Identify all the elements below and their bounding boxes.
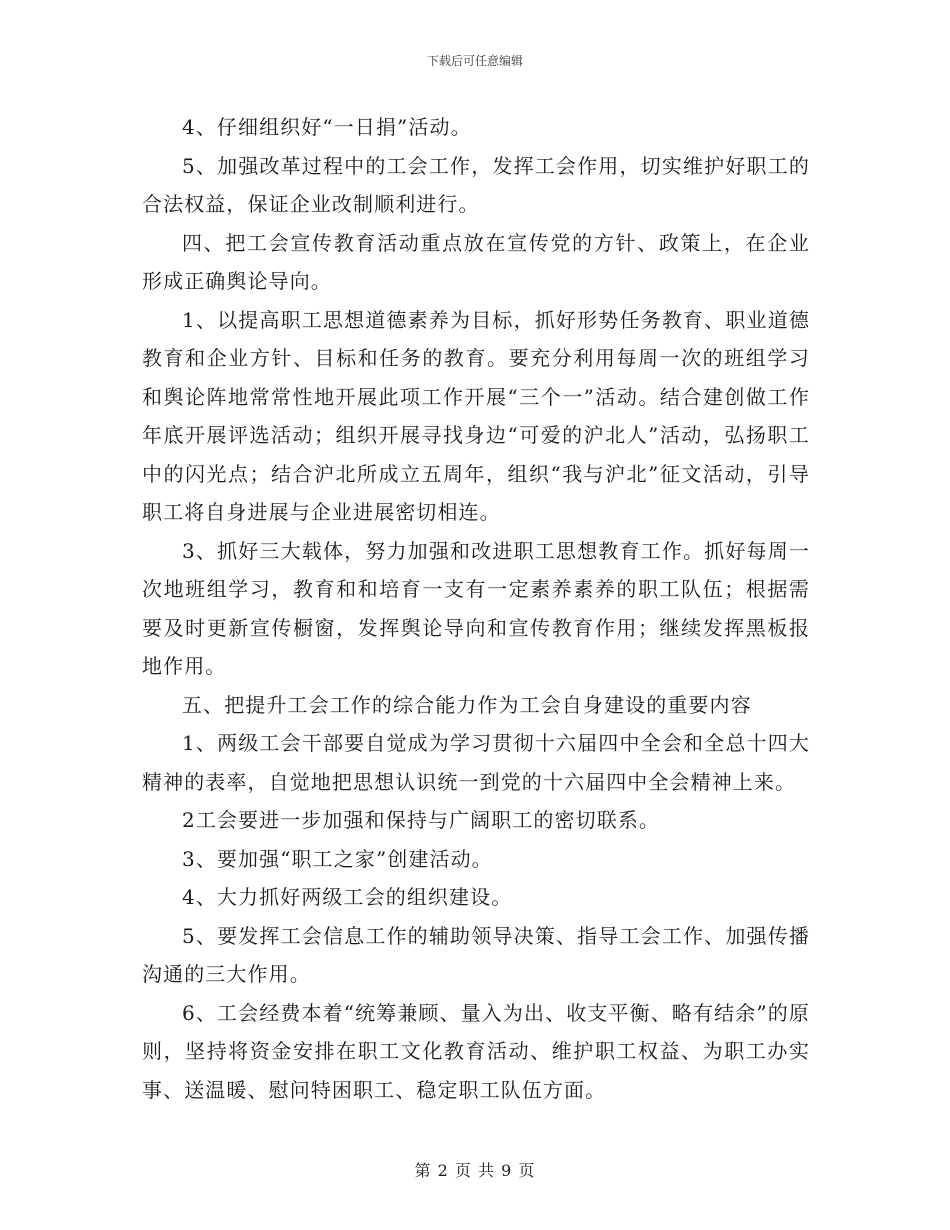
- page-header-note: 下载后可任意编辑: [426, 54, 523, 68]
- page-number-footer: 第 2 页 共 9 页: [414, 1161, 536, 1180]
- paragraph-item-6-funds: 6、工会经费本着“统筹兼顾、量入为出、收支平衡、略有结余”的原则，坚持将资金安排在职工文化教育活动、维护职工权益、为职工办实事、送温暖、慰问特困职工、稳定职工队伍方面。: [142, 1000, 810, 1102]
- paragraph-item-5-information: 5、要发挥工会信息工作的辅助领导决策、指导工会工作、加强传播沟通的三大作用。: [142, 923, 810, 986]
- paragraph-item-1-cadres: 1、两级工会干部要自觉成为学习贯彻十六届四中全会和全总十四大精神的表率，自觉地把思想认识统一到党的十六届四中全会精神上来。: [142, 731, 810, 794]
- section-heading-5: 五、把提升工会工作的综合能力作为工会自身建设的重要内容: [182, 692, 752, 717]
- paragraph-item-4-donation: 4、仔细组织好“一日捐”活动。: [182, 115, 472, 139]
- paragraph-item-2-contact: 2工会要进一步加强和保持与广阔职工的密切联系。: [182, 808, 661, 832]
- document-body: [142, 108, 810, 1109]
- paragraph-item-1-moral-education: 1、以提高职工思想道德素养为目标，抓好形势任务教育、职业道德教育和企业方针、目标和任务的教育。要充分利用每周一次的班组学习和舆论阵地常常性地开展此项工作开展“三个一”活动。结合建创做工作年底开展评选活动；组织开展寻找身边“可爱的沪北人”活动，弘扬职工中的闪光点；结合沪北所成立五周年，组织“我与沪北”征文活动，引导职工将自身进展与企业进展密切相连。: [142, 307, 810, 524]
- paragraph-item-5-reform: 5、加强改革过程中的工会工作，发挥工会作用，切实维护好职工的合法权益，保证企业改制顺利进行。: [142, 153, 810, 216]
- paragraph-item-4-organization: 4、大力抓好两级工会的组织建设。: [182, 885, 513, 909]
- paragraph-item-3-three-carriers: 3、抓好三大载体，努力加强和改进职工思想教育工作。抓好每周一次地班组学习，教育和和培育一支有一定素养素养的职工队伍；根据需要及时更新宣传橱窗，发挥舆论导向和宣传教育作用；继续发挥黑板报地作用。: [142, 538, 810, 678]
- section-heading-4: 四、把工会宣传教育活动重点放在宣传党的方针、政策上，在企业形成正确舆论导向。: [142, 230, 810, 293]
- paragraph-item-3-workers-home: 3、要加强“职工之家”创建活动。: [182, 846, 493, 871]
